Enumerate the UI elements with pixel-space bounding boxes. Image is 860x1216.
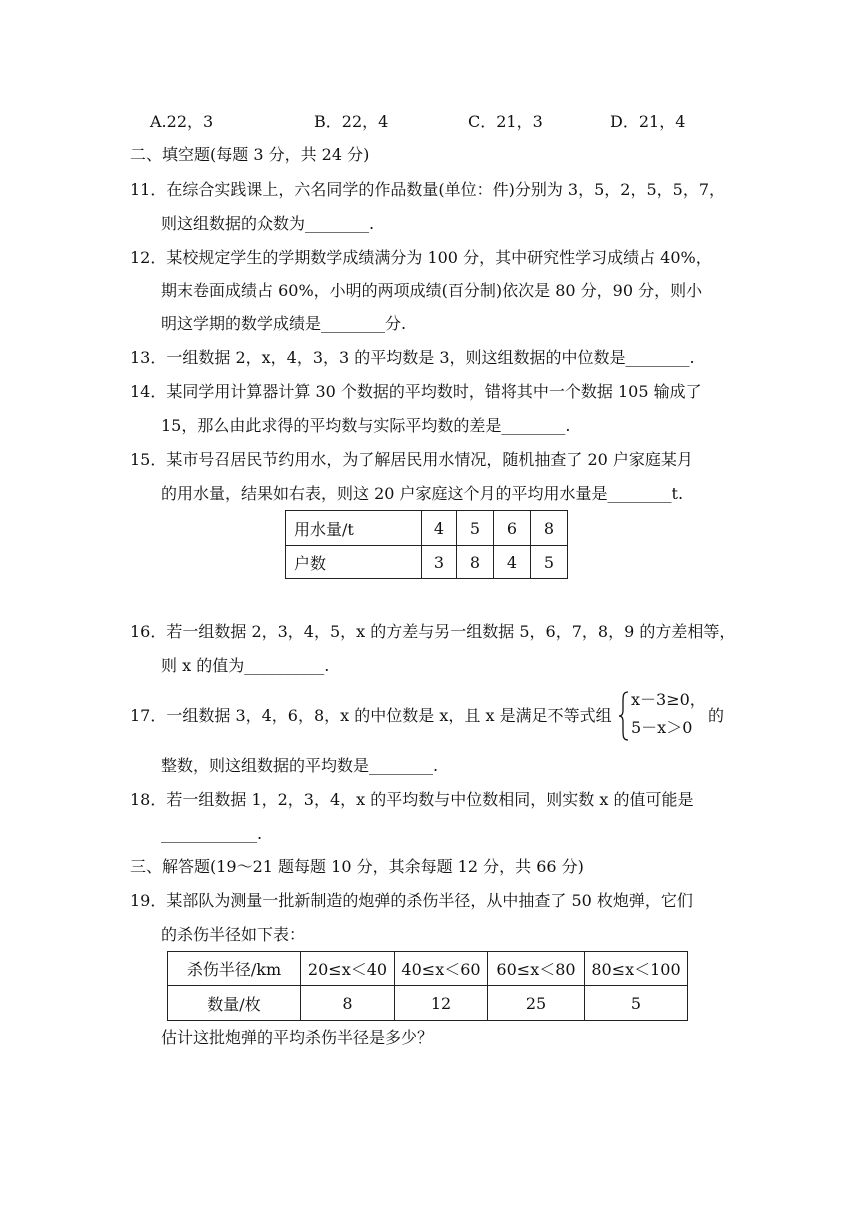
table-cell: 20≤x＜40 xyxy=(301,952,395,986)
q12-line3: 明这学期的数学成绩是________分. xyxy=(161,314,407,333)
q18-line2: ____________. xyxy=(161,824,263,843)
table-cell: 3 xyxy=(422,546,457,579)
q18-line1: 18．若一组数据 1，2，3，4，x 的平均数与中位数相同，则实数 x 的值可能是 xyxy=(130,790,694,809)
q13-line1: 13．一组数据 2，x，4，3，3 的平均数是 3，则这组数据的中位数是________. xyxy=(130,348,695,367)
choice-c: C．21，3 xyxy=(468,112,543,131)
table-cell: 80≤x＜100 xyxy=(585,952,688,986)
table-cell: 8 xyxy=(457,546,494,579)
table-cell: 5 xyxy=(585,986,688,1021)
table-cell: 40≤x＜60 xyxy=(395,952,488,986)
q19-line3: 估计这批炮弹的平均杀伤半径是多少？ xyxy=(161,1028,434,1047)
q19-line2: 的杀伤半径如下表： xyxy=(161,925,306,944)
table-cell: 5 xyxy=(531,546,568,579)
q11-line1: 11．在综合实践课上，六名同学的作品数量(单位：件)分别为 3，5，2，5，5，7， xyxy=(130,180,726,199)
left-brace-icon xyxy=(618,690,630,742)
q14-line1: 14．某同学用计算器计算 30 个数据的平均数时，错将其中一个数据 105 输成了 xyxy=(130,382,702,401)
table-cell: 60≤x＜80 xyxy=(488,952,585,986)
q15-line1: 15．某市号召居民节约用水，为了解居民用水情况，随机抽查了 20 户家庭某月 xyxy=(130,450,693,469)
inequality-2: 5－x＞0 xyxy=(631,718,693,737)
table-cell: 5 xyxy=(457,511,494,546)
table-cell: 户数 xyxy=(286,546,422,579)
q19-line1: 19．某部队为测量一批新制造的炮弹的杀伤半径，从中抽查了 50 枚炮弹，它们 xyxy=(130,891,693,910)
q15-line2: 的用水量，结果如右表，则这 20 户家庭这个月的平均用水量是________t. xyxy=(161,484,684,503)
q17-line1-start: 17．一组数据 3，4，6，8，x 的中位数是 x，且 x 是满足不等式组 xyxy=(130,706,612,725)
table-cell: 杀伤半径/km xyxy=(168,952,301,986)
q16-line1: 16．若一组数据 2，3，4，5，x 的方差与另一组数据 5，6，7，8，9 的方差相等， xyxy=(130,622,736,641)
choice-d: D．21，4 xyxy=(610,112,686,131)
section-heading-fill-in: 二、填空题(每题 3 分，共 24 分) xyxy=(130,145,370,164)
q17-line2: 整数，则这组数据的平均数是________. xyxy=(161,756,439,775)
q17-line1-end: 的 xyxy=(708,706,725,725)
q12-line1: 12．某校规定学生的学期数学成绩满分为 100 分，其中研究性学习成绩占 40%， xyxy=(130,248,712,267)
table-cell: 25 xyxy=(488,986,585,1021)
q14-line2: 15，那么由此求得的平均数与实际平均数的差是________. xyxy=(161,416,571,435)
kill-radius-table xyxy=(167,951,688,1021)
table-cell: 数量/枚 xyxy=(168,986,301,1021)
inequality-1: x－3≥0， xyxy=(631,690,706,709)
table-cell: 4 xyxy=(494,546,531,579)
q12-line2: 期末卷面成绩占 60%，小明的两项成绩(百分制)依次是 80 分，90 分，则小 xyxy=(161,281,703,300)
table-cell: 8 xyxy=(301,986,395,1021)
q11-line2: 则这组数据的众数为________. xyxy=(161,214,375,233)
section-heading-answer: 三、解答题(19～21 题每题 10 分，其余每题 12 分，共 66 分) xyxy=(130,857,584,876)
table-cell: 4 xyxy=(422,511,457,546)
water-usage-table xyxy=(285,510,568,579)
choice-a: A.22，3 xyxy=(150,112,214,131)
table-cell: 用水量/t xyxy=(286,511,422,546)
q16-line2: 则 x 的值为__________. xyxy=(161,656,330,675)
table-cell: 8 xyxy=(531,511,568,546)
choice-b: B．22，4 xyxy=(314,112,389,131)
table-cell: 6 xyxy=(494,511,531,546)
table-cell: 12 xyxy=(395,986,488,1021)
